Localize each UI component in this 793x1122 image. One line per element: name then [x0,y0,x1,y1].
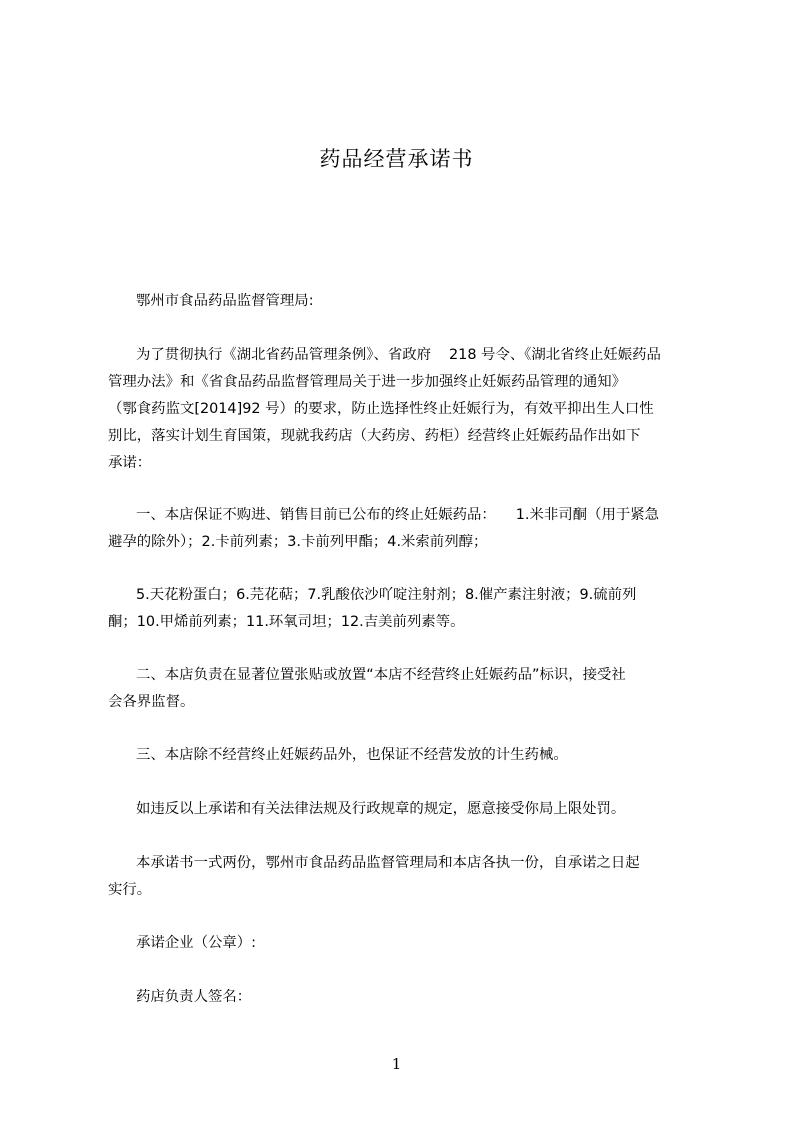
intro-line-1b: 218 号令、《湖北省终止妊娠药品 [449,347,661,363]
item-1-line-1b: 1.米非司酮（用于紧急 [515,507,660,523]
item-1-cont-line-1: 5.天花粉蛋白；6.芫花萜；7.乳酸依沙吖啶注射剂；8.催产素注射液；9.硫前列 [136,587,637,603]
signature-company: 承诺企业（公章）: [136,935,256,951]
intro-line-3: （鄂食药监文[2014]92 号）的要求，防止选择性终止妊娠行为，有效平抑出生人口性 [108,401,654,417]
intro-line-5: 承诺： [108,455,152,471]
item-3-paragraph: 三、本店除不经营终止妊娠药品外，也保证不经营发放的计生药械。 [136,747,568,763]
addressee: 鄂州市食品药品监督管理局: [136,293,314,309]
item-2-line-1: 二、本店负责在显著位置张贴或放置“本店不经营终止妊娠药品”标识，接受社 [136,667,626,683]
item-1-line-1 [136,505,659,525]
page-number: 1 [391,1055,402,1073]
document-title: 药品经营承诺书 [319,147,474,171]
intro-line-4: 别比，落实计划生育国策，现就我药店（大药房、药柜）经营终止妊娠药品作出如下 [108,428,641,444]
item-2-line-2: 会各界监督。 [108,694,195,710]
item-1-line-1a: 一、本店保证不购进、销售目前已公布的终止妊娠药品： [136,507,496,523]
intro-line-2: 管理办法》和《省食品药品监督管理局关于进一步加强终止妊娠药品管理的通知》 [108,374,627,390]
penalty-paragraph: 如违反以上承诺和有关法律法规及行政规章的规定，愿意接受你局上限处罚。 [136,801,626,817]
item-1-cont-line-2: 酮；10.甲烯前列素；11.环氧司坦；12.吉美前列素等。 [108,614,465,630]
copies-line-1: 本承诺书一式两份，鄂州市食品药品监督管理局和本店各执一份，自承诺之日起 [136,855,640,871]
copies-line-2: 实行。 [108,882,152,898]
intro-line-1a: 为了贯彻执行《湖北省药品管理条例》、省政府 [136,347,432,363]
intro-line-1 [136,345,661,365]
signature-manager: 药店负责人签名： [136,989,252,1005]
item-1-line-2: 避孕的除外）；2.卡前列素；3.卡前列甲酯；4.米索前列醇； [108,534,488,550]
